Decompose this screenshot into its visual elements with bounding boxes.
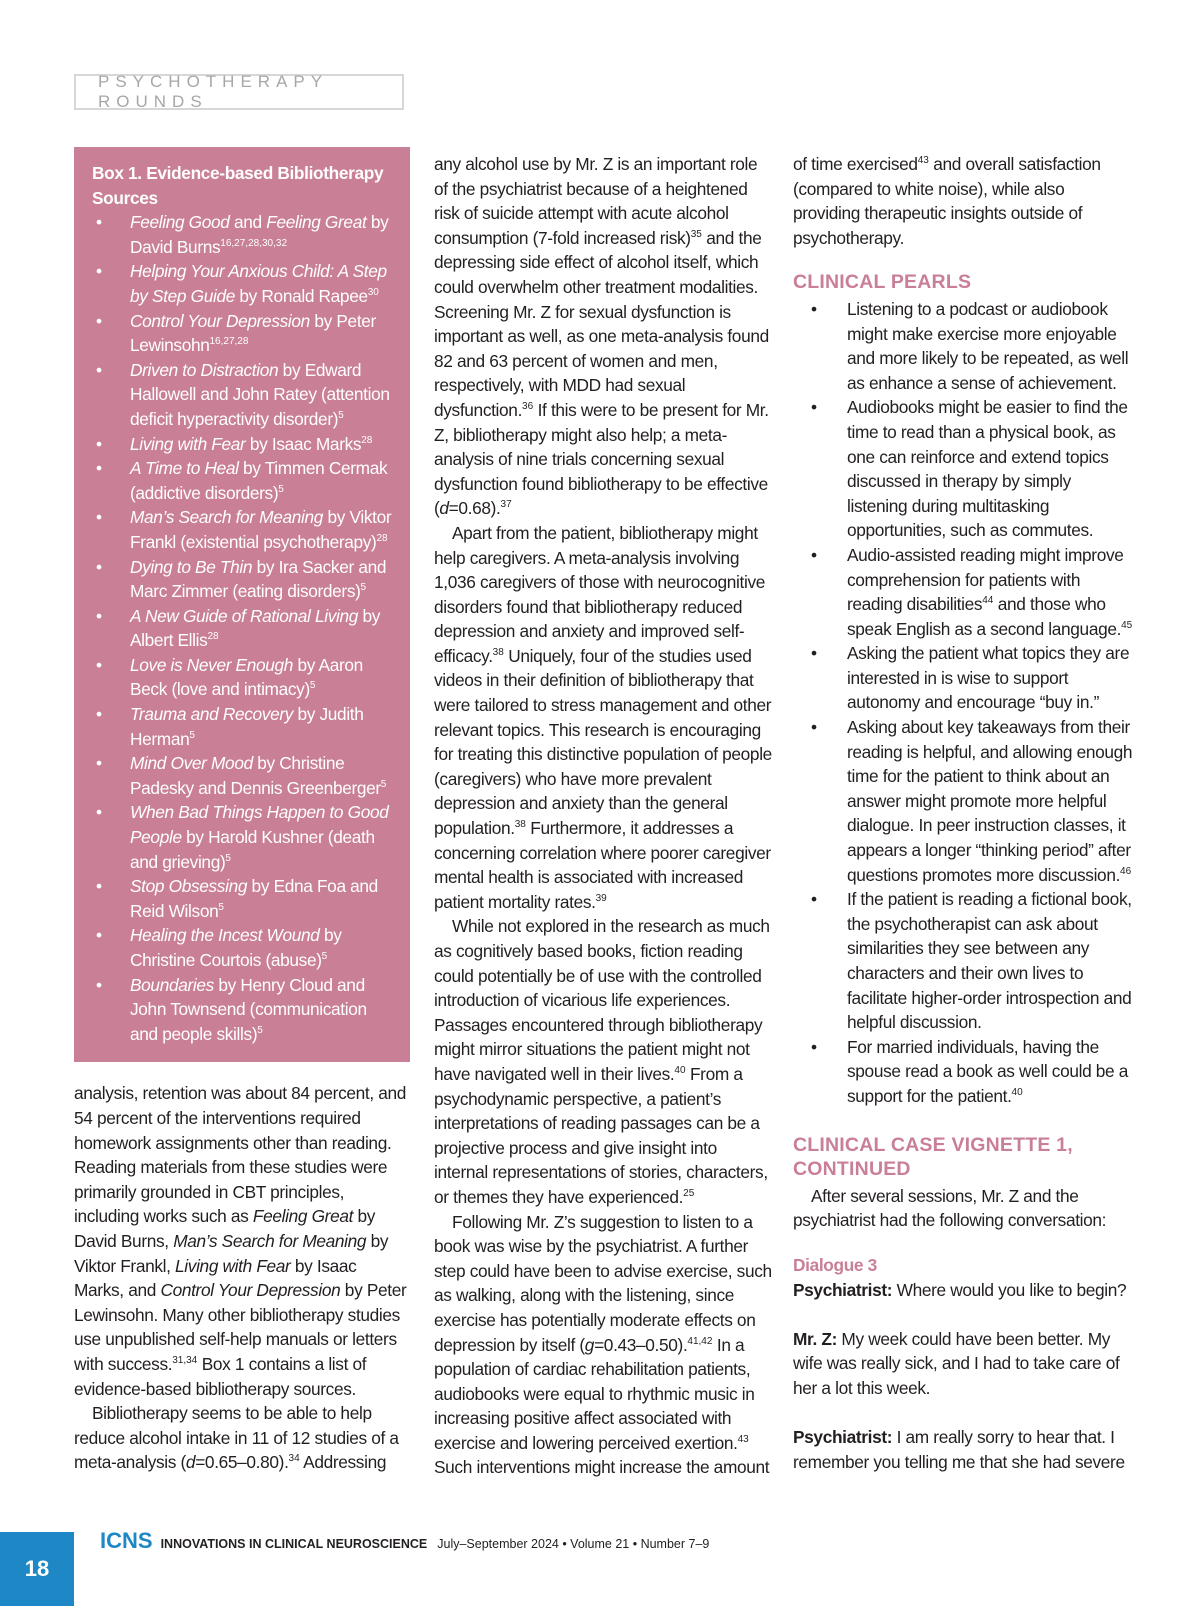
reference-number: 5: [218, 901, 224, 913]
reference-number: 5: [360, 582, 367, 594]
book-author: by Albert Ellis: [130, 605, 381, 651]
reference-number: 5: [257, 1024, 263, 1036]
pearl-text: For married individuals, having the spouse read a book as well could be a support for the patient.: [847, 1036, 1129, 1106]
dialogue-text: My week could have been better. My wife was really sick, and I had to take care of her a lot this week.: [793, 1328, 1120, 1398]
reference-number: 5: [338, 409, 344, 421]
speaker: Psychiatrist:: [793, 1279, 893, 1300]
box-list-item: [92, 604, 394, 653]
pearl-text: Audiobooks might be easier to find the time to read than a physical book, as one can reinforce and extend topics discussed in therapy by simply listening during multitasking opportunities, such as commutes.: [847, 397, 1128, 541]
box-list-item: [92, 874, 394, 923]
box-list-item: [92, 210, 394, 259]
pearl-text: Audio-assisted reading might improve comprehension for patients with reading disabilities: [847, 544, 1124, 615]
box-list: [92, 210, 394, 1046]
book-title: Man’s Search for Meaning: [130, 507, 324, 528]
book-connector: and: [229, 212, 267, 233]
book-title: Mind Over Mood: [130, 753, 253, 774]
reference-number: 5: [309, 680, 316, 692]
section-tag: PSYCHOTHERAPY ROUNDS: [74, 74, 404, 110]
book-title: Living with Fear: [130, 433, 246, 454]
pearl-text: and those who speak English as a second language.: [847, 594, 1122, 639]
book-title: Feeling Good: [130, 212, 230, 233]
reference-number: 5: [189, 729, 195, 741]
pearl-item: [793, 641, 1133, 715]
reference-number: 30: [367, 286, 379, 298]
speaker: Psychiatrist:: [793, 1427, 893, 1448]
speaker: Mr. Z:: [793, 1328, 837, 1349]
book-author: by Ronald Rapee: [234, 285, 368, 306]
reference-number: 5: [278, 483, 284, 495]
pearl-item: [793, 543, 1133, 641]
book-title: Driven to Distraction: [130, 359, 279, 380]
dialogue-text: I am really sorry to hear that. I remember you telling me that she had severe: [793, 1427, 1125, 1472]
book-author: by Aaron Beck (love and intimacy): [130, 654, 363, 700]
box-list-item: [92, 309, 394, 358]
book-author: by Timmen Cermak (addictive disorders): [130, 458, 388, 503]
reference-number: 5: [225, 852, 231, 864]
paragraph: analysis, retention was about 84 percent, and 54 percent of the interventions required homework assignments other than reading. Reading materials from these studies were primarily grounded in CBT principles, including works such as Feeling Great by David Burns, Man’s Search for Meaning by Viktor Frankl, Living with Fear by Isaac Marks, and Control Your Depression by Peter Lewinsohn. Many other bibliotherapy studies use unpublished self-help manuals or letters with success.$^{31,34}$ Box 1 contains a list of evidence-based bibliotherapy sources.: [74, 1083, 407, 1399]
page-number: 18: [0, 1532, 74, 1606]
dialogue-text: Where would you like to begin?: [892, 1279, 1127, 1300]
book-title: Trauma and Recovery: [130, 704, 294, 725]
book-author: by Judith Herman: [130, 704, 364, 749]
reference-number: 44: [982, 595, 994, 607]
column-3: [793, 152, 1133, 1474]
box-list-item: [92, 800, 394, 874]
paragraph: Following Mr. Z’s suggestion to listen to a book was wise by the psychiatrist. A further step could have been to advise exercise, such as walking, along with the listening, since exercise has potentially moderate effects on depression by itself (g=0.43–0.50).$^{41,42}$ In a population of cardiac rehabilitation patients, audiobooks were equal to rhythmic music in increasing positive affect associated with exercise and lowering perceived exertion.$^{43}$ Such interventions might increase the amount: [434, 1211, 772, 1478]
box-list-item: [92, 259, 394, 308]
box-list-item: [92, 751, 394, 800]
book-title: A Time to Heal: [130, 458, 239, 479]
column-1: [74, 147, 410, 1475]
issue-info: July–September 2024 • Volume 21 • Number 7–9: [437, 1537, 710, 1551]
reference-number: 46: [1120, 865, 1132, 877]
vignette-intro: After several sessions, Mr. Z and the psychiatrist had the following conversation:: [793, 1185, 1107, 1231]
vignette-heading: CLINICAL CASE VIGNETTE 1, CONTINUED: [793, 1133, 1073, 1181]
pearl-item: [793, 715, 1133, 887]
paragraph: Apart from the patient, bibliotherapy might help caregivers. A meta-analysis involving 1,036 caregivers of those with neurocognitive disorders found that bibliotherapy reduced depression and anxiety and improved self-efficacy.$^{38}$ Uniquely, four of the studies used videos in their definition of bibliotherapy that were tailored to stress management and other relevant topics. This research is encouraging for treating this distinctive population of people (caregivers) who have more prevalent depression and anxiety than the general population.$^{38}$ Furthermore, it addresses a concerning correlation where poorer caregiver mental health is associated with increased patient mortality rates.$^{39}$: [434, 522, 772, 912]
footer: [100, 1528, 709, 1558]
dialogue-line: [793, 1327, 1133, 1401]
dialogue-line: [793, 1278, 1133, 1303]
box-list-item: [92, 505, 394, 554]
pearl-item: [793, 395, 1133, 543]
box-list-item: [92, 702, 394, 751]
reference-number: 28: [207, 631, 219, 643]
pearl-text: Asking the patient what topics they are interested in is wise to support autonomy and encourage “buy in.”: [847, 643, 1130, 713]
book-title: Love is Never Enough: [130, 654, 294, 675]
paragraph: any alcohol use by Mr. Z is an important role of the psychiatrist because of a heightened risk of suicide attempt with acute alcohol consumption (7-fold increased risk)$^{35}$ and the depressing side effect of alcohol itself, which could overwhelm other treatment modalities. Screening Mr. Z for sexual dysfunction is important as well, as one meta-analysis found 82 and 63 percent of women and men, respectively, with MDD had sexual dysfunction.$^{36}$ If this were to be present for Mr. Z, bibliotherapy might also help; a meta-analysis of nine trials concerning sexual dysfunction found bibliotherapy to be effective (d=0.68).$^{37}$: [434, 154, 769, 519]
box-list-item: [92, 555, 394, 604]
paragraph: While not explored in the research as much as cognitively based books, fiction reading could potentially be of use with the controlled introduction of vicarious life experiences. Passages encountered through bibliotherapy might mirror situations the patient might not have navigated well in their lives.$^{40}$ From a psychodynamic perspective, a patient’s interpretations of reading passages can be a projective process and give insight into internal representations of stories, characters, or themes they have experienced.$^{25}$: [434, 916, 770, 1207]
box-list-item: [92, 653, 394, 702]
book-author: by Christine Courtois (abuse): [130, 925, 342, 970]
reference-number: 28: [376, 532, 388, 544]
dialogue-heading: Dialogue 3: [793, 1254, 877, 1275]
book-title: Dying to Be Thin: [130, 556, 253, 577]
book-author: by Christine Padesky and Dennis Greenberger: [130, 753, 381, 798]
pearl-item: [793, 1035, 1133, 1109]
box-list-item: [92, 456, 394, 505]
book-title: A New Guide of Rational Living: [130, 605, 359, 626]
reference-number: 28: [361, 434, 373, 446]
pearl-text: Listening to a podcast or audiobook might make exercise more enjoyable and more likely to be repeated, as well as enhance a sense of achievement.: [847, 298, 1129, 393]
box-list-item: [92, 973, 394, 1047]
reference-number: 16,27,28: [209, 336, 249, 348]
book-author: by Henry Cloud and John Townsend (communication and people skills): [130, 974, 367, 1044]
book-author: by Peter Lewinsohn: [130, 310, 376, 356]
book-title: Helping Your Anxious Child: A Step by Step Guide: [130, 261, 387, 306]
book-author: by David Burns: [130, 212, 389, 257]
book-title: Control Your Depression: [130, 310, 310, 331]
clinical-pearls-heading: CLINICAL PEARLS: [793, 271, 972, 294]
paragraph: Bibliotherapy seems to be able to help reduce alcohol intake in 11 of 12 studies of a meta-analysis (d=0.65–0.80).$^{34}$ Addressing: [74, 1403, 399, 1473]
book-title: Stop Obsessing: [130, 876, 248, 897]
pearl-item: [793, 887, 1133, 1035]
box-1-bibliotherapy-sources: [74, 147, 410, 1062]
book-author: by Edna Foa and Reid Wilson: [130, 876, 378, 921]
reference-number: 5: [321, 951, 328, 962]
reference-number: 5: [380, 778, 387, 790]
book-author: by Isaac Marks: [245, 433, 362, 454]
journal-logo: ICNS: [100, 1528, 153, 1553]
reference-number: 16,27,28,30,32: [220, 237, 288, 249]
pearl-item: [793, 297, 1133, 395]
pearl-text: Asking about key takeaways from their reading is helpful, and allowing enough time for the patient to think about an answer might promote more helpful dialogue. In peer instruction classes, it appears a longer “thinking period” after questions promotes more discussion.: [847, 717, 1133, 885]
reference-number: 45: [1121, 619, 1133, 631]
book-title: Healing the Incest Wound: [130, 925, 320, 946]
clinical-pearls-list: [793, 297, 1133, 1109]
paragraph: of time exercised$^{43}$ and overall satisfaction (compared to white noise), while also providing therapeutic insights outside of psychotherapy.: [793, 154, 1101, 248]
box-title: Box 1. Evidence-based Bibliotherapy Sources: [92, 163, 384, 208]
box-list-item: [92, 358, 394, 432]
book-title: Feeling Great: [266, 212, 367, 233]
book-author: by Harold Kushner (death and grieving): [130, 827, 375, 872]
dialogue-line: [793, 1425, 1133, 1474]
reference-number: 40: [1011, 1086, 1023, 1098]
pearl-text: If the patient is reading a fictional book, the psychotherapist can ask about similarities they see between any characters and their own lives to facilitate higher-order introspection and helpful discussion.: [847, 889, 1132, 1033]
book-author: by Ira Sacker and Marc Zimmer (eating disorders): [130, 556, 387, 602]
book-title: When Bad Things Happen to Good People: [130, 802, 389, 848]
box-list-item: [92, 923, 394, 972]
dialogue: [793, 1278, 1133, 1475]
journal-name: INNOVATIONS IN CLINICAL NEUROSCIENCE: [160, 1537, 428, 1551]
box-list-item: [92, 432, 394, 457]
book-title: Boundaries: [130, 974, 214, 995]
book-author: by Edward Hallowell and John Ratey (attention deficit hyperactivity disorder): [130, 359, 390, 429]
column-2: [434, 152, 774, 1480]
book-author: by Viktor Frankl (existential psychotherapy): [130, 507, 392, 552]
